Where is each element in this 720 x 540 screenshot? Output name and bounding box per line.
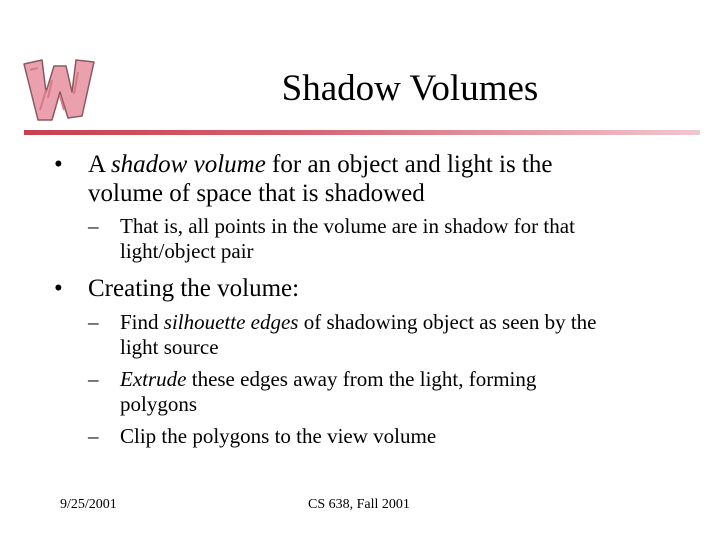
bullet-line xyxy=(120,367,536,392)
bullet-line xyxy=(120,335,219,360)
footer-date: 9/25/2001 xyxy=(60,497,117,512)
emphasized-text: silhouette edges xyxy=(163,310,299,334)
bullet-marker: • xyxy=(54,275,63,302)
sub-bullet-marker: – xyxy=(88,310,99,334)
text-segment: of shadowing object as seen by the xyxy=(298,310,597,334)
bullet-line xyxy=(120,239,254,264)
text-segment: Clip the polygons to the view volume xyxy=(120,424,437,448)
text-segment: That is, all points in the volume are in shadow for that xyxy=(120,214,575,238)
bullet-line xyxy=(120,214,575,239)
text-segment: light source xyxy=(120,335,219,359)
footer-course: CS 638, Fall 2001 xyxy=(308,497,410,512)
bullet-line xyxy=(120,310,597,335)
text-segment: polygons xyxy=(120,392,198,416)
text-segment: Find xyxy=(120,310,164,334)
text-segment: Creating the volume: xyxy=(88,275,300,302)
sub-bullet-marker: – xyxy=(88,424,99,448)
sub-bullet-marker: – xyxy=(88,214,99,238)
bullet-line xyxy=(88,274,299,303)
text-segment: A xyxy=(88,151,111,178)
bullet-line xyxy=(88,150,553,179)
emphasized-text: shadow volume xyxy=(110,151,266,178)
text-segment: for an object and light is the xyxy=(265,151,553,178)
bullet-marker: • xyxy=(54,151,63,178)
bullet-line xyxy=(88,179,425,208)
sub-bullet-marker: – xyxy=(88,367,99,391)
slide-title: Shadow Volumes xyxy=(281,68,539,109)
emphasized-text: Extrude xyxy=(120,367,187,391)
bullet-line xyxy=(120,424,436,449)
text-segment: these edges away from the light, forming xyxy=(186,367,537,391)
text-segment: volume of space that is shadowed xyxy=(88,180,425,207)
text-segment: light/object pair xyxy=(120,239,254,263)
bullet-line xyxy=(120,392,197,417)
